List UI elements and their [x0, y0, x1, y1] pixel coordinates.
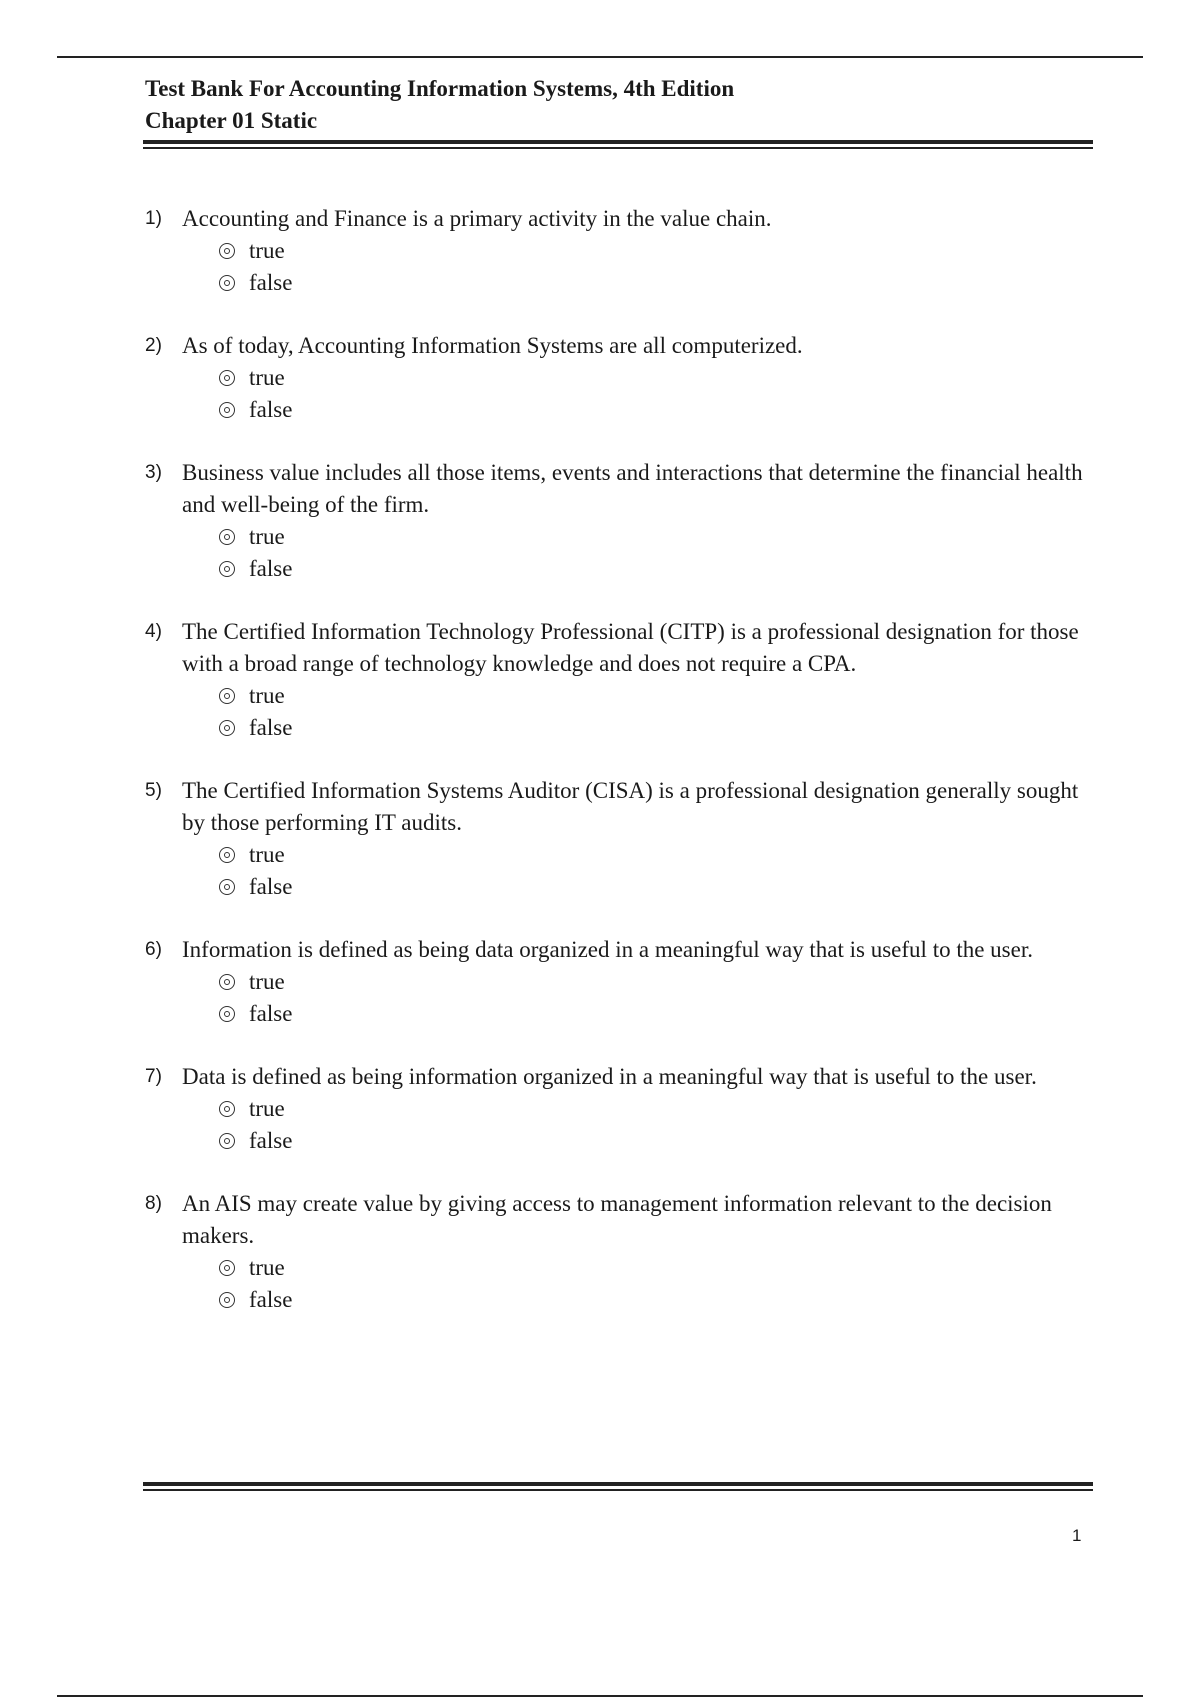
option-false[interactable]: false — [219, 1284, 1095, 1316]
question-text: An AIS may create value by giving access to management information relevant to the decision makers. — [182, 1191, 1052, 1248]
document-header — [145, 73, 734, 137]
document-title: Test Bank For Accounting Information Systems, 4th Edition — [145, 76, 735, 101]
question-number: 5) — [145, 780, 162, 801]
option-false[interactable]: false — [219, 871, 1095, 903]
question-text: As of today, Accounting Information Systems are all computerized. — [182, 333, 803, 358]
option-false[interactable]: false — [219, 267, 1095, 299]
question-number: 1) — [145, 208, 162, 229]
question-text: The Certified Information Systems Auditor (CISA) is a professional designation generally sought by those performing IT audits. — [182, 778, 1079, 835]
radio-icon[interactable] — [219, 1292, 235, 1308]
question-text: Business value includes all those items, events and interactions that determine the financial health and well-being of the firm. — [182, 460, 1083, 517]
option-false[interactable]: false — [219, 1125, 1095, 1157]
radio-icon[interactable] — [219, 1133, 235, 1149]
question-number: 8) — [145, 1193, 162, 1214]
question-text: Data is defined as being information organized in a meaningful way that is useful to the user. — [182, 1064, 1037, 1089]
page-top-rule — [57, 56, 1143, 58]
radio-icon[interactable] — [219, 1006, 235, 1022]
question-text: The Certified Information Technology Professional (CITP) is a professional designation for those with a broad range of technology knowledge and does not require a CPA. — [182, 619, 1079, 676]
question-number: 7) — [145, 1066, 162, 1087]
radio-icon[interactable] — [219, 370, 235, 386]
option-true[interactable]: true — [219, 235, 1095, 267]
radio-icon[interactable] — [219, 275, 235, 291]
radio-icon[interactable] — [219, 243, 235, 259]
question-item — [145, 330, 1095, 426]
question-item — [145, 934, 1095, 1030]
radio-icon[interactable] — [219, 879, 235, 895]
question-item — [145, 775, 1095, 903]
option-true[interactable]: true — [219, 521, 1095, 553]
radio-icon[interactable] — [219, 402, 235, 418]
option-true[interactable]: true — [219, 362, 1095, 394]
question-number: 4) — [145, 621, 162, 642]
question-item — [145, 1188, 1095, 1316]
question-item — [145, 616, 1095, 744]
page-number: 1 — [1072, 1526, 1082, 1545]
question-item — [145, 203, 1095, 299]
option-false[interactable]: false — [219, 394, 1095, 426]
chapter-title: Chapter 01 Static — [145, 108, 318, 133]
question-number: 2) — [145, 335, 162, 356]
option-true[interactable]: true — [219, 839, 1095, 871]
radio-icon[interactable] — [219, 1260, 235, 1276]
radio-icon[interactable] — [219, 1101, 235, 1117]
option-true[interactable]: true — [219, 966, 1095, 998]
option-false[interactable]: false — [219, 712, 1095, 744]
option-true[interactable]: true — [219, 680, 1095, 712]
radio-icon[interactable] — [219, 720, 235, 736]
question-item — [145, 457, 1095, 585]
question-number: 3) — [145, 462, 162, 483]
question-number: 6) — [145, 939, 162, 960]
option-false[interactable]: false — [219, 998, 1095, 1030]
radio-icon[interactable] — [219, 561, 235, 577]
question-list — [145, 203, 1095, 1347]
question-item — [145, 1061, 1095, 1157]
radio-icon[interactable] — [219, 529, 235, 545]
option-false[interactable]: false — [219, 553, 1095, 585]
option-true[interactable]: true — [219, 1093, 1095, 1125]
radio-icon[interactable] — [219, 974, 235, 990]
radio-icon[interactable] — [219, 688, 235, 704]
option-true[interactable]: true — [219, 1252, 1095, 1284]
question-text: Information is defined as being data organized in a meaningful way that is useful to the user. — [182, 937, 1033, 962]
footer-divider — [143, 1482, 1093, 1492]
question-text: Accounting and Finance is a primary activity in the value chain. — [182, 206, 772, 231]
page-bottom-rule — [57, 1695, 1143, 1697]
header-divider — [143, 140, 1093, 150]
radio-icon[interactable] — [219, 847, 235, 863]
